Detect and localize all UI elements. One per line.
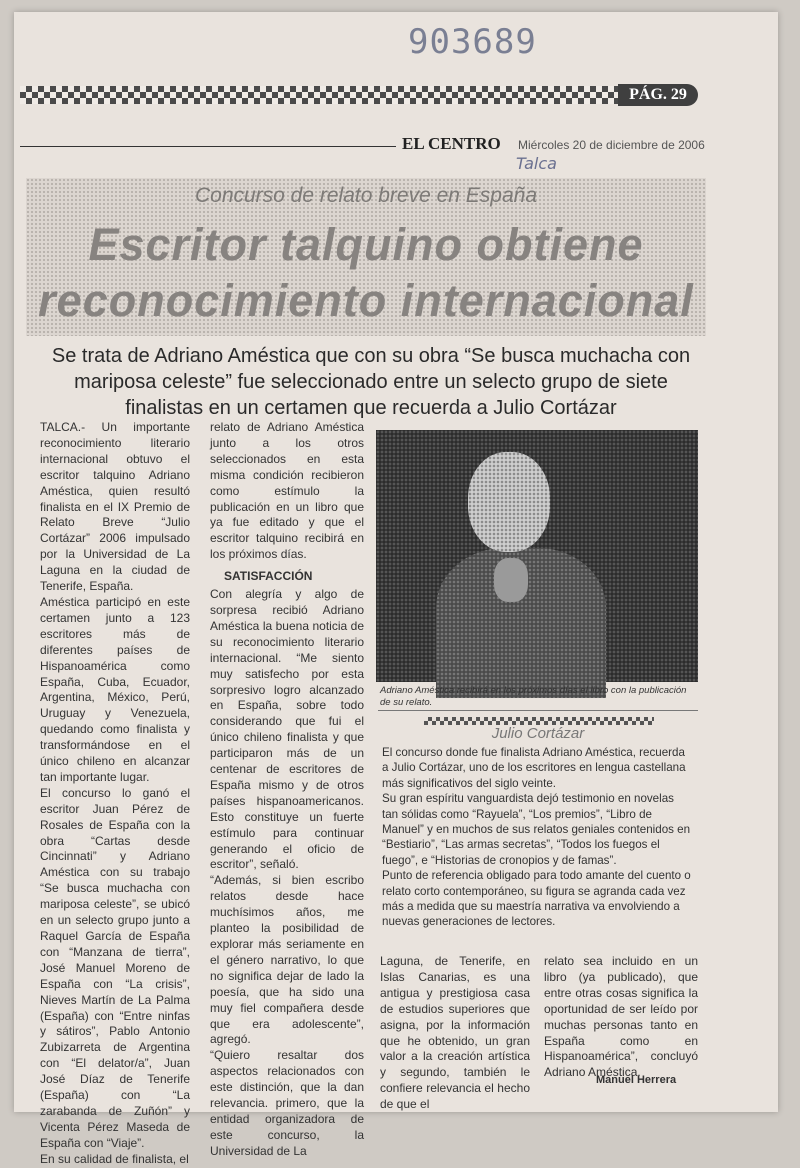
header-checker-band (20, 86, 628, 104)
paragraph: Su gran espíritu vanguardista dejó testimonio en novelas tan sólidas como “Rayuela”, “Los premios”, “Libro de Manuel” y en muchos de sus relatos geniales contenidos en “Bestiario”, “Las armas secretas”, “Todos los fuegos el fuego”, e “Historias de cronopios y de famas”. (382, 792, 691, 867)
archive-number: 903689 (408, 22, 537, 62)
date-line: Miércoles 20 de diciembre de 2006 (518, 138, 705, 152)
paragraph: “Quiero resaltar dos aspectos relacionados con este distinción, que la dan relevancia. primero, que la entidad organizadora de este concurso, la Universidad de La (210, 1048, 364, 1158)
deck: Se trata de Adriano Améstica que con su obra “Se busca muchacha con mariposa celeste” fue seleccionado entre un selecto grupo de siete finalistas en un certamen que recuerda a Julio Cortázar (51, 345, 691, 419)
subhead: SATISFACCIÓN (224, 569, 313, 584)
photo-figure-hand (494, 558, 528, 602)
paragraph: relato de Adriano Améstica junto a los otros seleccionados en esta misma condición recibieron como estímulo la publicación en un libro que ya fue editado y que el escritor talquino recibirá en los próximos días. (210, 420, 364, 562)
newspaper-clipping (14, 12, 778, 1166)
header-rule-left (20, 146, 396, 147)
paragraph: Améstica participó en este certamen junto a 123 escritores más de diferentes países de Hispanoamérica como España, Cuba, Ecuador, Argentina, México, Perú, Uruguay y Venezuela, quedando como finalista y transformándose en el único chileno en alcanzar tan importante lugar. (40, 594, 190, 784)
column-4 (544, 954, 698, 1081)
author-byline: Manuel Herrera (596, 1074, 677, 1086)
paragraph: El concurso donde fue finalista Adriano Améstica, recuerda a Julio Cortázar, uno de los escritores en lengua castellana más significativos del siglo veinte. (382, 746, 686, 790)
page-badge: PÁG. 29 (618, 84, 698, 106)
headline: Escritor talquino obtiene reconocimiento internacional (38, 219, 694, 326)
kicker: Concurso de relato breve en España (194, 184, 538, 207)
photo-figure-head (468, 452, 550, 552)
portrait-photo (376, 430, 698, 682)
paragraph: Laguna, de Tenerife, en Islas Canarias, es una antigua y prestigiosa casa de estudios superiores que asigna, por la información que he obtenido, un gran valor a la creación artística y segundo, también le confiere relevancia el hecho de que el (380, 954, 530, 1112)
paragraph: Punto de referencia obligado para todo amante del cuento o relato corto contemporáneo, su figura se agranda cada vez más a medida que su maestría narrativa va envolviendo a nuevas generaciones de lectores. (382, 869, 691, 929)
column-1 (40, 420, 190, 1168)
column-2 (210, 420, 364, 1160)
sidebar-checker-band (424, 717, 654, 725)
column-3 (380, 954, 530, 1113)
paragraph: El concurso lo ganó el escritor Juan Pérez de Rosales de España con la obra “Cartas desde Cincinnati” y Adriano Améstica con su trabajo “Se busca muchacha con mariposa celeste”, se ubicó en un selecto grupo junto a Raquel García de España con “Manzana de tierra”, José Manuel Moreno de España con “La crisis”, Nieves Martín de La Palma (España) con “Entre ninfas y sátiros”, Pablo Antonio Zubizarreta de Argentina con “El delator/a”, Juan José Díaz de Tenerife (España) con “La zarabanda de Zuñón” y Vicenta Pérez Maseda de España con “Viaje”. (40, 785, 190, 1150)
photo-caption: Adriano Améstica recibirá en los próximos días el libro con la publicación de su relato. (380, 685, 687, 708)
paragraph: Con alegría y algo de sorpresa recibió Adriano Améstica la buena noticia de su reconocimiento literario internacional. “Me siento muy satisfecho por esta sorpresivo logro alcanzado en España, sobre todo considerando que fui el único chileno finalista y que participaron más de un centenar de escritores de España mismo y de otros países hispanoamericanos. Esto constituye un fuerte estímulo para continuar generando el oficio de escritor”, señaló. (210, 587, 364, 872)
handwritten-place: Talca (516, 154, 557, 173)
paragraph: TALCA.- Un importante reconocimiento literario internacional obtuvo el escritor talquino Adriano Améstica, quien resultó finalista en el IX Premio de Relato Breve “Julio Cortázar” 2006 impulsado por la Universidad de La Laguna en la ciudad de Tenerife, España. (40, 420, 190, 594)
paragraph: En su calidad de finalista, el (40, 1151, 189, 1166)
paragraph: “Además, si bien escribo relatos desde hace muchísimos años, me planteo la posibilidad de explorar más seriamente en el género narrativo, lo que no significa dejar de lado la poesía, que ha sido una muy fiel compañera desde que era adolescente”, agregó. (210, 873, 364, 1047)
paragraph: relato sea incluido en un libro (ya publicado), que entre otras cosas significa la oportunidad de ser leído por muchas personas tanto en España como en Hispanoamérica”, concluyó Adriano Améstica. (544, 954, 698, 1080)
sidebar-title: Julio Cortázar (491, 725, 585, 742)
sidebar-text (382, 745, 692, 930)
newspaper-name: EL CENTRO (402, 134, 501, 153)
sidebar-box (378, 710, 698, 949)
